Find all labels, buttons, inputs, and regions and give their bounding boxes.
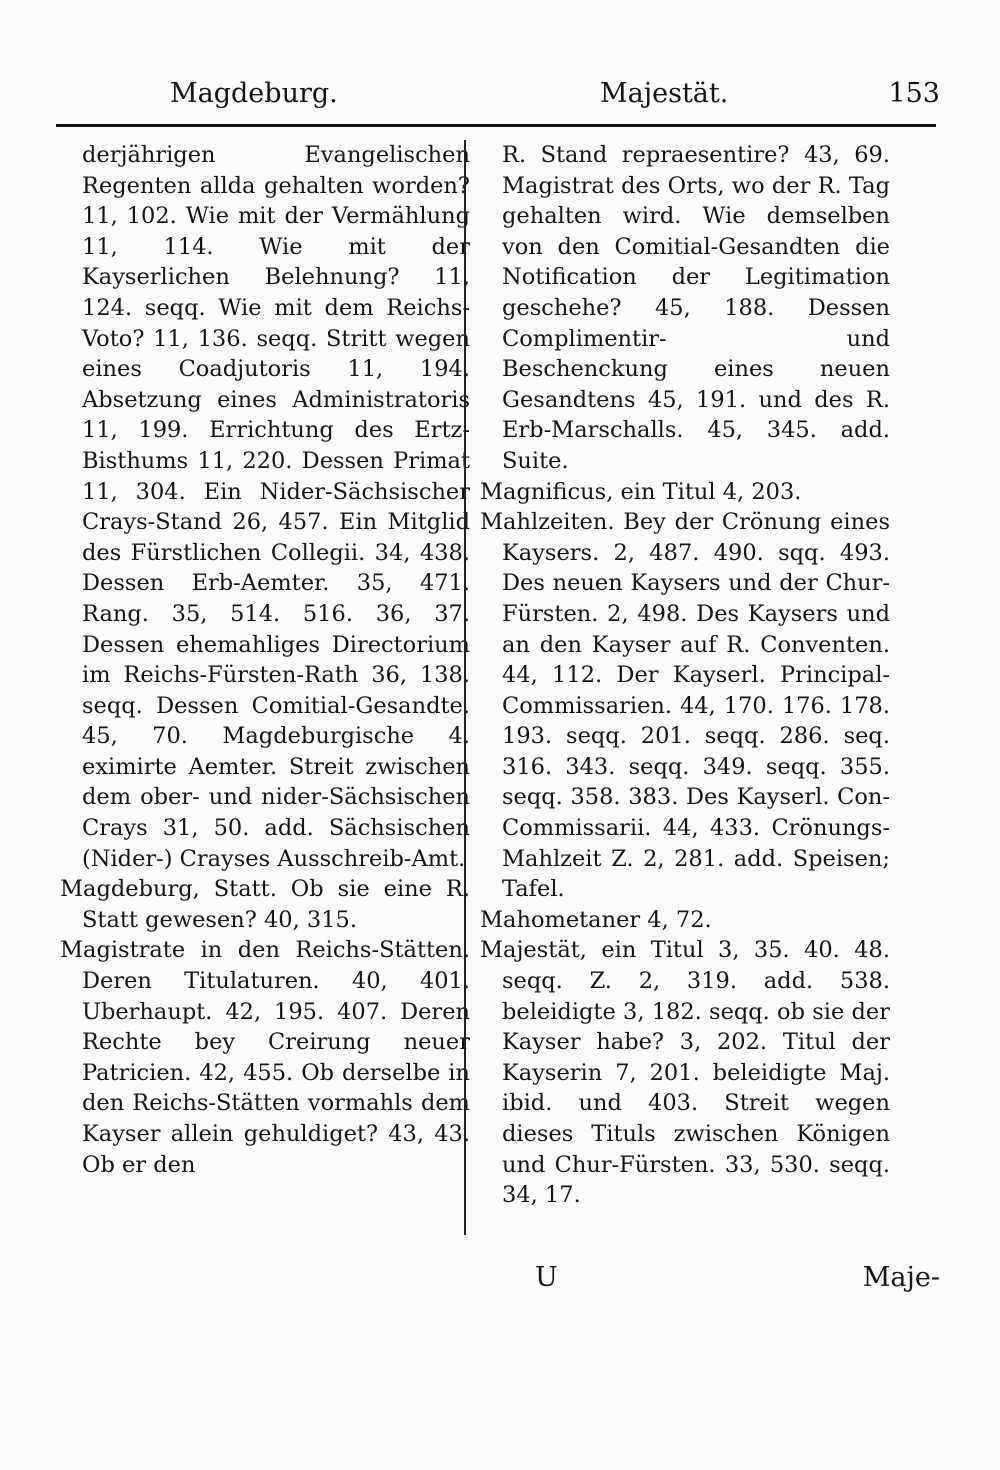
- index-entry-continued: R. Stand repraesentire? 43, 69. Magistrat des Orts, wo der R. Tag gehalten wird. Wie demselben von den Comitial-Gesandten die Notification der Legitimation geschehe? 45, 188. Dessen Complimentir- und Beschenckung eines neuen Gesandtens 45, 191. und des R. Erb-Marschalls. 45, 345. add. Suite.: [502, 142, 890, 474]
- running-header: [60, 78, 940, 118]
- index-entry-continued: derjährigen Evangelischen Regenten allda gehalten worden? 11, 102. Wie mit der Vermählung 11, 114. Wie mit der Kayserlichen Belehnung? 11, 124. seqq. Wie mit dem Reichs-Voto? 11, 136. seqq. Stritt wegen eines Coadjutoris 11, 194. Absetzung eines Administratoris 11, 199. Errichtung des Ertz-Bisthums 11, 220. Dessen Primat 11, 304. Ein Nider-Sächsischer Crays-Stand 26, 457. Ein Mitglid des Fürstlichen Collegii. 34, 438. Dessen Erb-Aemter. 35, 471. Rang. 35, 514. 516. 36, 37. Dessen ehemahliges Directorium im Reichs-Fürsten-Rath 36, 138. seqq. Dessen Comitial-Gesandte. 45, 70. Magdeburgische 4. eximirte Aemter. Streit zwischen dem ober- und nider-Sächsischen Crays 31, 50. add. Sächsischen (Nider-) Crayses Ausschreib-Amt.: [82, 142, 470, 872]
- index-entry: Magdeburg, Statt. Ob sie eine R. Statt gewesen? 40, 315.: [60, 876, 470, 933]
- header-left-keyword: Magdeburg.: [170, 78, 338, 109]
- index-entry: Mahlzeiten. Bey der Crönung eines Kaysers. 2, 487. 490. sqq. 493. Des neuen Kaysers und der Chur-Fürsten. 2, 498. Des Kaysers und an den Kayser auf R. Conventen. 44, 112. Der Kayserl. Principal-Commissarien. 44, 170. 176. 178. 193. seqq. 201. seqq. 286. seq. 316. 343. seqq. 349. seqq. 355. seqq. 358. 383. Des Kayserl. Con-Commissarii. 44, 433. Crönungs-Mahlzeit Z. 2, 281. add. Speisen; Tafel.: [480, 509, 890, 903]
- column-divider: [464, 140, 466, 1235]
- left-column: [60, 140, 470, 1180]
- page-number: 153: [888, 78, 940, 109]
- index-entry: Magistrate in den Reichs-Stätten. Deren Titulaturen. 40, 401. Uberhaupt. 42, 195. 407. Deren Rechte bey Creirung neuer Patricien. 42, 455. Ob derselbe in den Reichs-Stätten vormahls dem Kayser allein gehuldiget? 43, 43. Ob er den: [60, 937, 470, 1178]
- signature-mark: U: [535, 1262, 558, 1293]
- header-rule: [56, 124, 936, 127]
- right-column: [480, 140, 890, 1211]
- page-footer: [60, 1262, 940, 1302]
- catchword: Maje-: [862, 1262, 940, 1293]
- index-entry: Magnificus, ein Titul 4, 203.: [480, 478, 802, 505]
- index-entry: Majestät, ein Titul 3, 35. 40. 48. seqq. Z. 2, 319. add. 538. beleidigte 3, 182. seqq. ob sie der Kayser habe? 3, 202. Titul der Kayserin 7, 201. beleidigte Maj. ibid. und 403. Streit wegen dieses Tituls zwischen Königen und Chur-Fürsten. 33, 530. seqq. 34, 17.: [480, 937, 890, 1209]
- index-entry: Mahometaner 4, 72.: [480, 906, 712, 933]
- header-right-keyword: Majestät.: [600, 78, 729, 109]
